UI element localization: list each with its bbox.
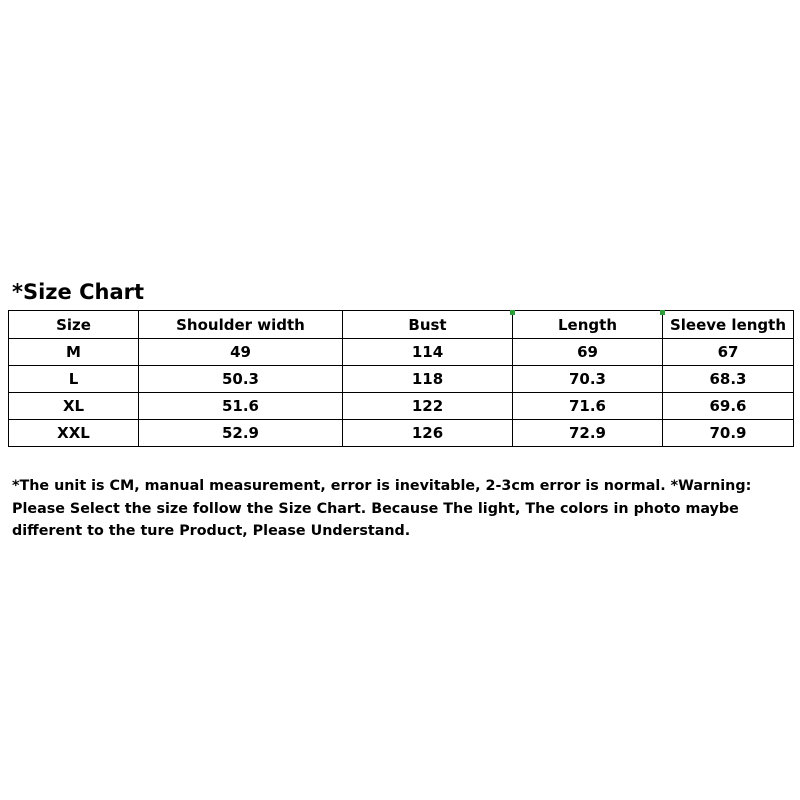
cell-bust: 114	[343, 339, 513, 366]
note-line-unit-warning: *The unit is CM, manual measurement, error is inevitable, 2-3cm error is normal. *Warning:	[12, 478, 752, 494]
measurement-note	[12, 475, 792, 543]
header-shoulder-width: Shoulder width	[139, 311, 343, 339]
note-line-select-size: Please Select the size follow the Size Chart. Because The light, The colors in photo maybe	[12, 500, 739, 517]
cell-bust: 122	[343, 393, 513, 420]
table-header-row	[9, 311, 794, 339]
cell-sleeve-length: 70.9	[663, 420, 794, 447]
cell-length: 70.3	[513, 366, 663, 393]
cell-bust: 126	[343, 420, 513, 447]
header-length: Length	[513, 311, 663, 339]
table-row	[9, 366, 794, 393]
cell-shoulder-width: 52.9	[139, 420, 343, 447]
table-row	[9, 420, 794, 447]
cell-shoulder-width: 50.3	[139, 366, 343, 393]
cell-shoulder-width: 51.6	[139, 393, 343, 420]
cell-size: L	[9, 366, 139, 393]
note-line-understand: different to the ture Product, Please Understand.	[12, 523, 411, 539]
cell-size: M	[9, 339, 139, 366]
cell-length: 72.9	[513, 420, 663, 447]
cell-shoulder-width: 49	[139, 339, 343, 366]
cell-sleeve-length: 68.3	[663, 366, 794, 393]
green-corner-mark	[660, 310, 665, 315]
header-sleeve-length: Sleeve length	[663, 311, 794, 339]
cell-size: XL	[9, 393, 139, 420]
cell-bust: 118	[343, 366, 513, 393]
size-chart-title: *Size Chart	[12, 280, 145, 304]
cell-size: XXL	[9, 420, 139, 447]
size-chart-table	[8, 310, 794, 447]
cell-sleeve-length: 69.6	[663, 393, 794, 420]
table-row	[9, 393, 794, 420]
cell-sleeve-length: 67	[663, 339, 794, 366]
green-corner-mark	[510, 310, 515, 315]
cell-length: 69	[513, 339, 663, 366]
header-bust: Bust	[343, 311, 513, 339]
cell-length: 71.6	[513, 393, 663, 420]
header-size: Size	[9, 311, 139, 339]
table-row	[9, 339, 794, 366]
